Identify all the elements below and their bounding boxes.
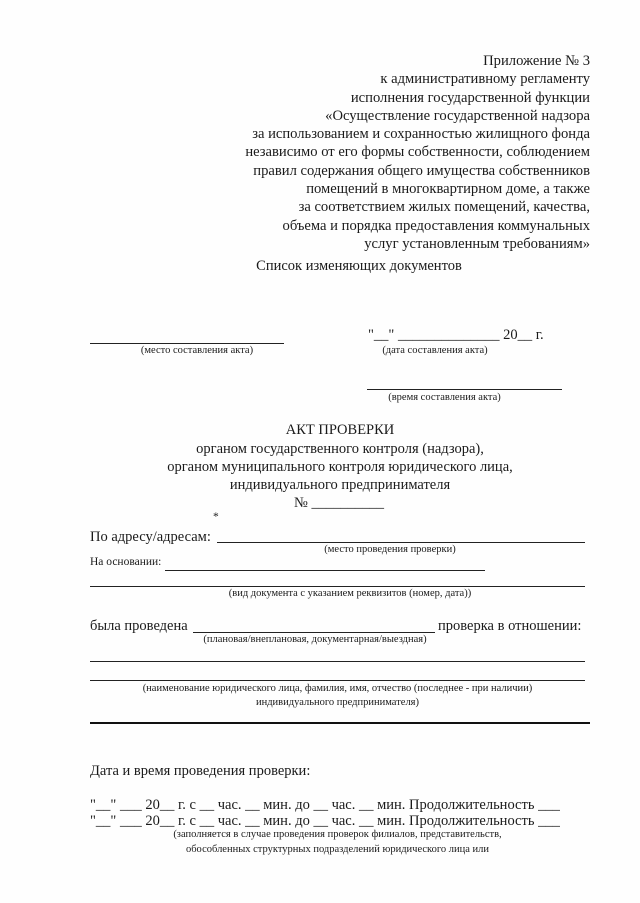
- conducted-caption: (плановая/внеплановая, документарная/выездная): [203, 634, 427, 645]
- header-line: независимо от его формы собственности, соблюдением: [245, 144, 590, 161]
- date-field: "__" ______________ 20__ г.: [368, 327, 544, 343]
- address-field-line: [217, 542, 585, 543]
- header-line: услуг установленным требованиям»: [364, 235, 590, 252]
- datetime-heading: Дата и время проведения проверки:: [90, 763, 311, 779]
- header-line: Приложение № 3: [483, 53, 590, 69]
- act-subtitle-1: органом государственного контроля (надзора),: [196, 441, 484, 457]
- date-caption: (дата составления акта): [382, 345, 488, 356]
- address-caption: (место проведения проверки): [324, 544, 456, 555]
- header-line: за соответствием жилых помещений, качества,: [298, 199, 590, 216]
- time-caption: (время составления акта): [388, 392, 501, 403]
- basis-field-line: [165, 570, 485, 571]
- datetime-row-2: "__" ___ 20__ г. с __ час. __ мин. до __ час. __ мин. Продолжительность ___: [90, 813, 560, 829]
- conducted-suffix: проверка в отношении:: [438, 618, 582, 634]
- conducted-field-line: [193, 632, 435, 633]
- header-line: «Осуществление государственной надзора: [325, 107, 590, 124]
- act-subtitle-2: органом муниципального контроля юридического лица,: [167, 459, 513, 475]
- entity-caption-1: (наименование юридического лица, фамилия, имя, отчество (последнее - при наличии): [142, 683, 533, 694]
- datetime-note-1: (заполняется в случае проведения проверок филиалов, представительств,: [173, 829, 502, 840]
- header-line: объема и порядка предоставления коммунальных: [282, 217, 590, 234]
- entity-field-line-2: [90, 680, 585, 681]
- basis-field-line-2: [90, 586, 585, 587]
- conducted-prefix: была проведена: [90, 618, 188, 634]
- time-field-line: [367, 389, 562, 390]
- header-line: помещений в многоквартирном доме, а также: [306, 181, 590, 198]
- entity-caption-2: индивидуального предпринимателя): [255, 697, 420, 708]
- act-number: № __________: [294, 495, 384, 511]
- act-title: АКТ ПРОВЕРКИ: [285, 422, 395, 438]
- place-caption: (место составления акта): [140, 345, 254, 356]
- basis-label: На основании:: [90, 556, 162, 568]
- entity-field-line: [90, 661, 585, 662]
- appendix-header: [245, 52, 590, 253]
- header-line: к административному регламенту: [380, 71, 590, 88]
- basis-caption: (вид документа с указанием реквизитов (номер, дата)): [228, 588, 472, 599]
- header-line: за использованием и сохранностью жилищного фонда: [252, 126, 590, 143]
- address-label: По адресу/адресам:: [90, 529, 211, 545]
- datetime-row-1: "__" ___ 20__ г. с __ час. __ мин. до __ час. __ мин. Продолжительность ___: [90, 797, 560, 813]
- header-line: правил содержания общего имущества собственников: [253, 162, 590, 179]
- footnote-mark: *: [213, 511, 219, 523]
- changes-list-heading: Список изменяющих документов: [256, 258, 462, 274]
- entity-bottom-rule: [90, 722, 590, 724]
- act-subtitle-3: индивидуального предпринимателя: [229, 477, 451, 493]
- header-line: исполнения государственной функции: [350, 89, 590, 106]
- datetime-note-2: обособленных структурных подразделений юридического лица или: [185, 844, 490, 855]
- place-field-line: [90, 343, 284, 344]
